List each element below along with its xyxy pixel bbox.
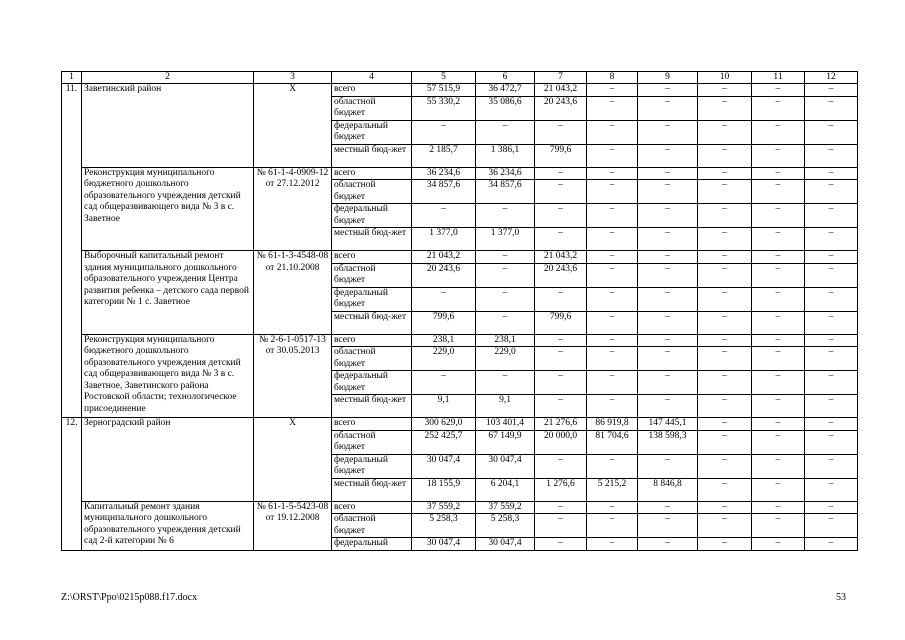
value-cell: 57 515,9	[412, 84, 476, 97]
column-number-cell: 12	[805, 72, 858, 84]
value-cell: 37 559,2	[412, 501, 476, 514]
value-cell: 37 559,2	[476, 501, 535, 514]
value-cell: –	[752, 144, 805, 167]
value-cell: 9,1	[412, 395, 476, 418]
document-number: Х	[254, 84, 332, 168]
value-cell: –	[698, 395, 752, 418]
value-cell: –	[412, 204, 476, 228]
column-number-cell: 10	[698, 72, 752, 84]
value-cell: 1 377,0	[412, 228, 476, 251]
funding-source: областной бюджет	[332, 514, 412, 538]
value-cell: 138 598,3	[638, 430, 698, 454]
value-cell: –	[638, 204, 698, 228]
value-cell: –	[476, 251, 535, 264]
value-cell: 55 330,2	[412, 96, 476, 120]
value-cell: –	[638, 311, 698, 334]
value-cell: 799,6	[535, 144, 587, 167]
file-path-footer: Z:\ORST\Ppo\0215p088.f17.docx	[61, 592, 198, 603]
value-cell: 34 857,6	[476, 180, 535, 204]
value-cell: –	[752, 371, 805, 395]
value-cell: 300 629,0	[412, 418, 476, 431]
value-cell: –	[638, 167, 698, 180]
value-cell: –	[752, 167, 805, 180]
funding-source: местный бюд-жет	[332, 395, 412, 418]
value-cell: –	[638, 144, 698, 167]
value-cell: 1 377,0	[476, 228, 535, 251]
value-cell: –	[698, 228, 752, 251]
value-cell: –	[698, 180, 752, 204]
value-cell: –	[412, 371, 476, 395]
value-cell: –	[805, 251, 858, 264]
value-cell: –	[805, 538, 858, 551]
value-cell: –	[698, 311, 752, 334]
value-cell: –	[752, 96, 805, 120]
value-cell: –	[587, 228, 638, 251]
value-cell: 18 155,9	[412, 478, 476, 501]
value-cell: –	[535, 167, 587, 180]
value-cell: –	[698, 144, 752, 167]
document-number: Х	[254, 418, 332, 502]
value-cell: –	[638, 228, 698, 251]
value-cell: –	[587, 395, 638, 418]
value-cell: 81 704,6	[587, 430, 638, 454]
value-cell: –	[752, 501, 805, 514]
value-cell: –	[638, 538, 698, 551]
value-cell: –	[752, 251, 805, 264]
value-cell: 238,1	[412, 334, 476, 347]
value-cell: –	[698, 204, 752, 228]
value-cell: –	[638, 96, 698, 120]
value-cell: 20 243,6	[535, 263, 587, 287]
value-cell: 238,1	[476, 334, 535, 347]
value-cell: 67 149,9	[476, 430, 535, 454]
funding-source: областной бюджет	[332, 263, 412, 287]
document-number: № 61-1-5-5423-08 от 19.12.2008	[254, 501, 332, 550]
value-cell: –	[587, 167, 638, 180]
column-number-cell: 2	[82, 72, 254, 84]
funding-source: областной бюджет	[332, 430, 412, 454]
value-cell: 21 043,2	[535, 251, 587, 264]
value-cell: 36 472,7	[476, 84, 535, 97]
column-number-cell: 8	[587, 72, 638, 84]
value-cell: –	[587, 96, 638, 120]
value-cell: –	[805, 120, 858, 144]
value-cell: 21 043,2	[412, 251, 476, 264]
value-cell: –	[638, 287, 698, 311]
value-cell: 8 846,8	[638, 478, 698, 501]
table-row	[62, 501, 858, 514]
column-number-cell: 3	[254, 72, 332, 84]
value-cell: –	[638, 395, 698, 418]
value-cell: –	[698, 334, 752, 347]
value-cell: –	[535, 204, 587, 228]
value-cell: –	[805, 334, 858, 347]
table-row	[62, 84, 858, 97]
value-cell: –	[752, 478, 805, 501]
value-cell: –	[638, 514, 698, 538]
value-cell: –	[587, 263, 638, 287]
funding-source: всего	[332, 334, 412, 347]
column-number-cell: 5	[412, 72, 476, 84]
value-cell: 34 857,6	[412, 180, 476, 204]
value-cell: 36 234,6	[412, 167, 476, 180]
value-cell: –	[698, 347, 752, 371]
value-cell: –	[476, 371, 535, 395]
funding-source: местный бюд-жет	[332, 144, 412, 167]
value-cell: –	[805, 371, 858, 395]
value-cell: –	[805, 263, 858, 287]
funding-source: федеральный бюджет	[332, 454, 412, 478]
value-cell: –	[535, 347, 587, 371]
value-cell: –	[587, 538, 638, 551]
value-cell: –	[698, 120, 752, 144]
value-cell: –	[805, 347, 858, 371]
object-name: Выборочный капитальный ремонт здания муниципального дошкольного образовательного учреждения Центра развития ребенка – детского сада первой категории № 1 с. Заветное	[82, 251, 254, 335]
funding-source: местный бюд-жет	[332, 228, 412, 251]
value-cell: 5 258,3	[412, 514, 476, 538]
funding-source: федеральный бюджет	[332, 120, 412, 144]
funding-source: федеральный	[332, 538, 412, 551]
column-number-cell: 1	[62, 72, 82, 84]
value-cell: –	[752, 180, 805, 204]
value-cell: –	[805, 167, 858, 180]
group-number: 11.	[62, 84, 82, 418]
column-number-cell: 9	[638, 72, 698, 84]
value-cell: 103 401,4	[476, 418, 535, 431]
funding-source: областной бюджет	[332, 96, 412, 120]
column-number-cell: 7	[535, 72, 587, 84]
value-cell: 5 215,2	[587, 478, 638, 501]
value-cell: –	[587, 371, 638, 395]
value-cell: –	[805, 84, 858, 97]
value-cell: 20 243,6	[535, 96, 587, 120]
value-cell: 20 000,0	[535, 430, 587, 454]
funding-source: всего	[332, 501, 412, 514]
value-cell: –	[805, 395, 858, 418]
value-cell: –	[752, 263, 805, 287]
value-cell: –	[638, 120, 698, 144]
value-cell: –	[638, 251, 698, 264]
value-cell: –	[535, 228, 587, 251]
value-cell: –	[752, 228, 805, 251]
value-cell: –	[412, 287, 476, 311]
funding-source: всего	[332, 251, 412, 264]
value-cell: –	[587, 514, 638, 538]
value-cell: –	[805, 430, 858, 454]
value-cell: –	[535, 538, 587, 551]
table-row	[62, 251, 858, 264]
value-cell: 30 047,4	[476, 538, 535, 551]
object-name: Зерноградский район	[82, 418, 254, 502]
object-name: Капитальный ремонт здания муниципального дошкольного образовательного учреждения детский сад 2-й категории № 6	[82, 501, 254, 550]
object-name: Реконструкция муниципального бюджетного дошкольного образовательного учреждения детский сад общеразвивающего вида № 3 в с. Заветное	[82, 167, 254, 251]
funding-source: федеральный бюджет	[332, 287, 412, 311]
value-cell: 252 425,7	[412, 430, 476, 454]
column-number-cell: 6	[476, 72, 535, 84]
value-cell: –	[752, 334, 805, 347]
table-row	[62, 167, 858, 180]
value-cell: –	[752, 84, 805, 97]
value-cell: –	[638, 347, 698, 371]
value-cell: –	[752, 311, 805, 334]
value-cell: –	[698, 418, 752, 431]
group-number: 12.	[62, 418, 82, 551]
value-cell: –	[535, 334, 587, 347]
value-cell: –	[535, 120, 587, 144]
value-cell: –	[698, 96, 752, 120]
value-cell: –	[805, 228, 858, 251]
value-cell: –	[805, 204, 858, 228]
value-cell: –	[587, 334, 638, 347]
value-cell: –	[698, 430, 752, 454]
value-cell: –	[698, 251, 752, 264]
value-cell: –	[638, 180, 698, 204]
value-cell: –	[805, 180, 858, 204]
funding-source: всего	[332, 418, 412, 431]
value-cell: –	[638, 371, 698, 395]
value-cell: –	[805, 287, 858, 311]
value-cell: –	[412, 120, 476, 144]
value-cell: –	[698, 263, 752, 287]
funding-source: всего	[332, 84, 412, 97]
budget-table	[61, 71, 858, 551]
column-number-cell: 11	[752, 72, 805, 84]
value-cell: –	[698, 501, 752, 514]
value-cell: 229,0	[412, 347, 476, 371]
value-cell: –	[805, 478, 858, 501]
value-cell: 6 204,1	[476, 478, 535, 501]
value-cell: –	[535, 371, 587, 395]
value-cell: –	[535, 287, 587, 311]
value-cell: –	[535, 454, 587, 478]
value-cell: –	[698, 287, 752, 311]
value-cell: –	[587, 180, 638, 204]
value-cell: –	[805, 311, 858, 334]
value-cell: 35 086,6	[476, 96, 535, 120]
column-number-cell: 4	[332, 72, 412, 84]
value-cell: –	[587, 144, 638, 167]
value-cell: 1 276,6	[535, 478, 587, 501]
funding-source: местный бюд-жет	[332, 311, 412, 334]
value-cell: 30 047,4	[476, 454, 535, 478]
value-cell: –	[805, 514, 858, 538]
value-cell: –	[752, 204, 805, 228]
value-cell: 86 919,8	[587, 418, 638, 431]
object-name: Заветинский район	[82, 84, 254, 168]
value-cell: –	[476, 120, 535, 144]
value-cell: 2 185,7	[412, 144, 476, 167]
value-cell: 9,1	[476, 395, 535, 418]
value-cell: –	[698, 371, 752, 395]
funding-source: всего	[332, 167, 412, 180]
value-cell: –	[752, 347, 805, 371]
value-cell: –	[752, 454, 805, 478]
value-cell: –	[638, 84, 698, 97]
funding-source: областной бюджет	[332, 180, 412, 204]
value-cell: 799,6	[412, 311, 476, 334]
value-cell: 1 386,1	[476, 144, 535, 167]
value-cell: –	[587, 501, 638, 514]
value-cell: 147 445,1	[638, 418, 698, 431]
value-cell: –	[587, 287, 638, 311]
value-cell: –	[638, 263, 698, 287]
value-cell: –	[752, 430, 805, 454]
value-cell: 36 234,6	[476, 167, 535, 180]
value-cell: –	[752, 538, 805, 551]
value-cell: 30 047,4	[412, 454, 476, 478]
value-cell: –	[698, 514, 752, 538]
value-cell: 30 047,4	[412, 538, 476, 551]
object-name: Реконструкция муниципального бюджетного дошкольного образовательного учреждения детский сад общеразвивающего вида № 3 в с. Заветное, Заветинского района Ростовской области; технологическое присоединение	[82, 334, 254, 418]
value-cell: –	[805, 96, 858, 120]
funding-source: местный бюд-жет	[332, 478, 412, 501]
value-cell: –	[698, 167, 752, 180]
value-cell: –	[476, 311, 535, 334]
funding-source: областной бюджет	[332, 347, 412, 371]
document-number: № 2-6-1-0517-13 от 30.05.2013	[254, 334, 332, 418]
value-cell: –	[638, 454, 698, 478]
value-cell: –	[587, 204, 638, 228]
value-cell: –	[587, 311, 638, 334]
value-cell: –	[535, 501, 587, 514]
value-cell: –	[752, 418, 805, 431]
value-cell: –	[805, 418, 858, 431]
value-cell: 5 258,3	[476, 514, 535, 538]
value-cell: 21 276,6	[535, 418, 587, 431]
value-cell: –	[752, 287, 805, 311]
value-cell: –	[587, 120, 638, 144]
funding-source: федеральный бюджет	[332, 371, 412, 395]
value-cell: –	[476, 263, 535, 287]
value-cell: –	[476, 287, 535, 311]
value-cell: –	[535, 395, 587, 418]
value-cell: 229,0	[476, 347, 535, 371]
value-cell: –	[698, 84, 752, 97]
value-cell: –	[535, 180, 587, 204]
value-cell: –	[752, 514, 805, 538]
document-number: № 61-1-3-4548-08 от 21.10.2008	[254, 251, 332, 335]
value-cell: –	[587, 251, 638, 264]
value-cell: 21 043,2	[535, 84, 587, 97]
table-row	[62, 334, 858, 347]
value-cell: –	[535, 514, 587, 538]
value-cell: 799,6	[535, 311, 587, 334]
value-cell: 20 243,6	[412, 263, 476, 287]
value-cell: –	[698, 538, 752, 551]
value-cell: –	[587, 84, 638, 97]
document-number: № 61-1-4-0909-12 от 27.12.2012	[254, 167, 332, 251]
value-cell: –	[698, 454, 752, 478]
value-cell: –	[752, 395, 805, 418]
table-row	[62, 418, 858, 431]
value-cell: –	[587, 347, 638, 371]
value-cell: –	[587, 454, 638, 478]
value-cell: –	[698, 478, 752, 501]
value-cell: –	[476, 204, 535, 228]
value-cell: –	[638, 334, 698, 347]
value-cell: –	[752, 120, 805, 144]
column-number-row	[62, 72, 858, 84]
value-cell: –	[805, 454, 858, 478]
value-cell: –	[638, 501, 698, 514]
value-cell: –	[805, 501, 858, 514]
funding-source: федеральный бюджет	[332, 204, 412, 228]
value-cell: –	[805, 144, 858, 167]
page-number: 53	[836, 592, 846, 603]
